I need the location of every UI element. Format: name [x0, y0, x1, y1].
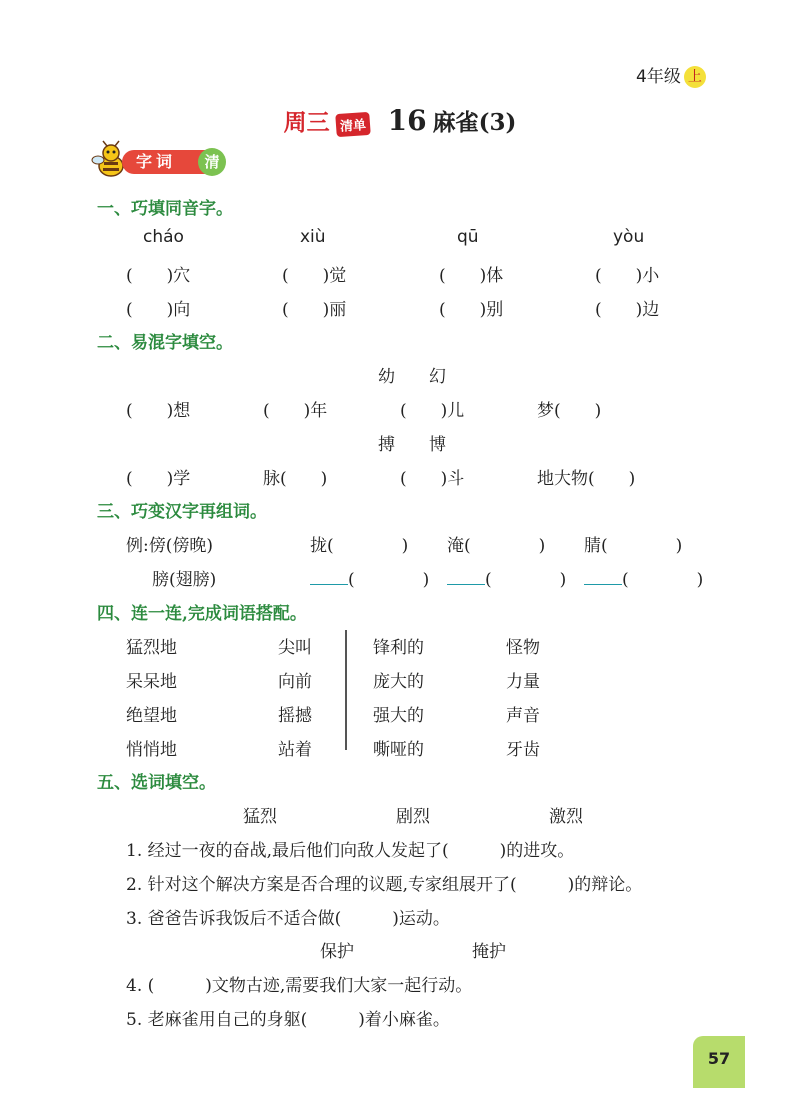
sentence[interactable]: 5. 老麻雀用自己的身躯( )着小麻雀。 [126, 1010, 450, 1030]
match-word[interactable]: 尖叫 [278, 638, 312, 658]
fill-blank[interactable]: ( )学 [126, 469, 191, 489]
fill-blank[interactable]: ( )体 [439, 266, 504, 286]
fill-blank[interactable]: ( )小 [595, 266, 660, 286]
char-group: 幼 幻 [378, 367, 446, 387]
divider [345, 630, 347, 750]
sentence[interactable]: 3. 爸爸告诉我饭后不适合做( )运动。 [126, 909, 450, 929]
section5-heading: 五、选词填空。 [97, 773, 216, 793]
word-choice: 剧烈 [396, 807, 430, 827]
match-word[interactable]: 呆呆地 [126, 672, 177, 692]
match-word[interactable]: 猛烈地 [126, 638, 177, 658]
word-choice: 保护 [320, 942, 354, 962]
fill-blank[interactable]: ( )向 [126, 300, 191, 320]
title-number: 16 [387, 104, 427, 137]
match-word[interactable]: 锋利的 [373, 638, 424, 658]
match-word[interactable]: 声音 [506, 706, 540, 726]
title-lesson: 麻雀(3) [432, 109, 517, 136]
match-word[interactable]: 摇撼 [278, 706, 312, 726]
section1-heading: 一、巧填同音字。 [97, 199, 233, 219]
char-group: 搏 博 [378, 435, 446, 455]
page-number: 57 [693, 1036, 745, 1088]
fill-blank[interactable]: 拢( ) [310, 536, 409, 556]
grade-label [636, 62, 706, 88]
match-word[interactable]: 绝望地 [126, 706, 177, 726]
write-blank[interactable] [584, 565, 703, 590]
write-blank[interactable] [310, 565, 429, 590]
section-badge [90, 140, 230, 182]
sentence[interactable]: 1. 经过一夜的奋战,最后他们向敌人发起了( )的进攻。 [126, 841, 575, 861]
match-word[interactable]: 悄悄地 [126, 740, 177, 760]
fill-blank[interactable]: ( )斗 [400, 469, 465, 489]
match-word[interactable]: 站着 [278, 740, 312, 760]
grade-badge: 上 [684, 66, 706, 88]
match-word[interactable]: 牙齿 [506, 740, 540, 760]
title-day: 周三 [283, 109, 330, 136]
pinyin: cháo [143, 227, 184, 247]
word-choice: 激烈 [549, 807, 583, 827]
section4-heading: 四、连一连,完成词语搭配。 [97, 604, 307, 624]
match-word[interactable]: 强大的 [373, 706, 424, 726]
fill-blank[interactable]: 淹( ) [447, 536, 546, 556]
match-word[interactable]: 向前 [278, 672, 312, 692]
write-blank[interactable] [447, 565, 566, 590]
pinyin: xiù [300, 227, 326, 247]
fill-blank[interactable]: 地大物( ) [537, 469, 636, 489]
fill-blank[interactable]: ( )穴 [126, 266, 191, 286]
sentence[interactable]: 4. ( )文物古迹,需要我们大家一起行动。 [126, 976, 473, 996]
fill-blank[interactable]: ( ) [485, 570, 567, 590]
fill-blank[interactable]: 脉( ) [263, 469, 328, 489]
section3-heading: 三、巧变汉字再组词。 [97, 502, 267, 522]
example: 例:傍(傍晚) [126, 536, 213, 556]
section2-heading: 二、易混字填空。 [97, 333, 233, 353]
sentence[interactable]: 2. 针对这个解决方案是否合理的议题,专家组展开了( )的辩论。 [126, 875, 643, 895]
fill-blank[interactable]: ( )别 [439, 300, 504, 320]
word-choice: 猛烈 [243, 807, 277, 827]
fill-blank[interactable]: ( )丽 [282, 300, 347, 320]
fill-blank[interactable]: ( )儿 [400, 401, 465, 421]
match-word[interactable]: 怪物 [506, 638, 540, 658]
pinyin: yòu [613, 227, 645, 247]
blank-line[interactable] [447, 568, 485, 585]
fill-blank[interactable]: ( ) [622, 570, 704, 590]
fill-blank[interactable]: ( )年 [263, 401, 328, 421]
fill-blank[interactable]: ( )边 [595, 300, 660, 320]
fill-blank[interactable]: ( ) [348, 570, 430, 590]
fill-blank[interactable]: 腈( ) [584, 536, 683, 556]
match-word[interactable]: 庞大的 [373, 672, 424, 692]
fill-blank[interactable]: ( )想 [126, 401, 191, 421]
page-title [0, 104, 800, 137]
match-word[interactable]: 力量 [506, 672, 540, 692]
fill-blank[interactable]: ( )觉 [282, 266, 347, 286]
grade-text: 4年级 [636, 67, 681, 87]
fill-blank[interactable]: 梦( ) [537, 401, 602, 421]
section-banner: 字词 [122, 150, 218, 174]
blank-line[interactable] [584, 568, 622, 585]
word-choice: 掩护 [472, 942, 506, 962]
title-stamp: 清单 [335, 111, 371, 136]
match-word[interactable]: 嘶哑的 [373, 740, 424, 760]
example: 膀(翅膀) [152, 570, 217, 590]
blank-line[interactable] [310, 568, 348, 585]
section-banner-circle: 清 [198, 148, 226, 176]
pinyin: qū [457, 227, 479, 247]
